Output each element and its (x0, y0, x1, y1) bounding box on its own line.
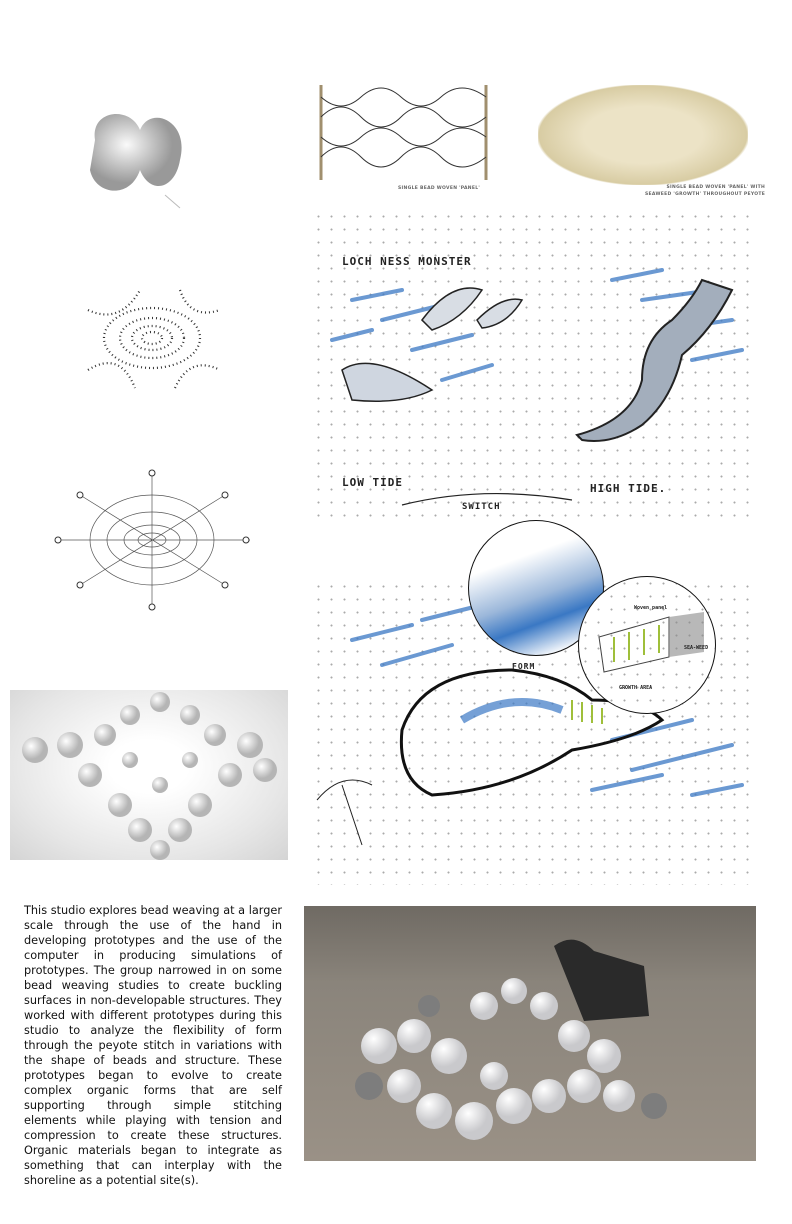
body-paragraph: This studio explores bead weaving at a larger scale through the use of the hand in developing prototypes and the use of the computer in producing simulations of prototypes. The group narrowed in on some bead weaving studies to create buckling surfaces in non-developable structures. They worked with different prototypes during this studio to analyze the flexibility of form through the peyote stitch in variations with the shape of beads and structure. These prototypes began to evolve to create complex organic forms that are self supporting through simple stitching elements while playing with tension and compression to create these structures. Organic materials began to integrate as something that can interplay with the shoreline as a potential site(s). (24, 904, 282, 1187)
loch-ness-sketch (312, 210, 756, 520)
sketch-title: LOCH NESS MONSTER (342, 255, 472, 268)
seaweed-caption-line1: SINGLE BEAD WOVEN 'PANEL' WITH (666, 185, 766, 190)
sphere-bead-render (10, 690, 288, 860)
twisted-surface-render (80, 100, 200, 210)
seaweed-caption-line2: SEAWEED 'GROWTH' THROUGHOUT PEYOTE (645, 192, 766, 197)
panel-caption: SINGLE BEAD WOVEN 'PANEL' (398, 186, 481, 191)
high-tide-label: HIGH TIDE. (590, 482, 667, 495)
seaweed-label: SEA-WEED (684, 645, 709, 651)
low-tide-label: LOW TIDE (342, 476, 403, 489)
bead-network-diagram (50, 465, 255, 615)
switch-label: SWITCH (462, 502, 501, 512)
detail-circle-seaweed (578, 576, 716, 714)
form-label: FORM (512, 662, 536, 671)
growth-area-label: GROWTH AREA (619, 685, 653, 691)
bead-point-pattern (80, 270, 230, 400)
seaweed-panel-photo (538, 85, 748, 185)
beach-prototype-photo (304, 906, 756, 1161)
woven-panel-label: Woven panel (634, 605, 668, 611)
bead-panel-photo (316, 85, 491, 180)
